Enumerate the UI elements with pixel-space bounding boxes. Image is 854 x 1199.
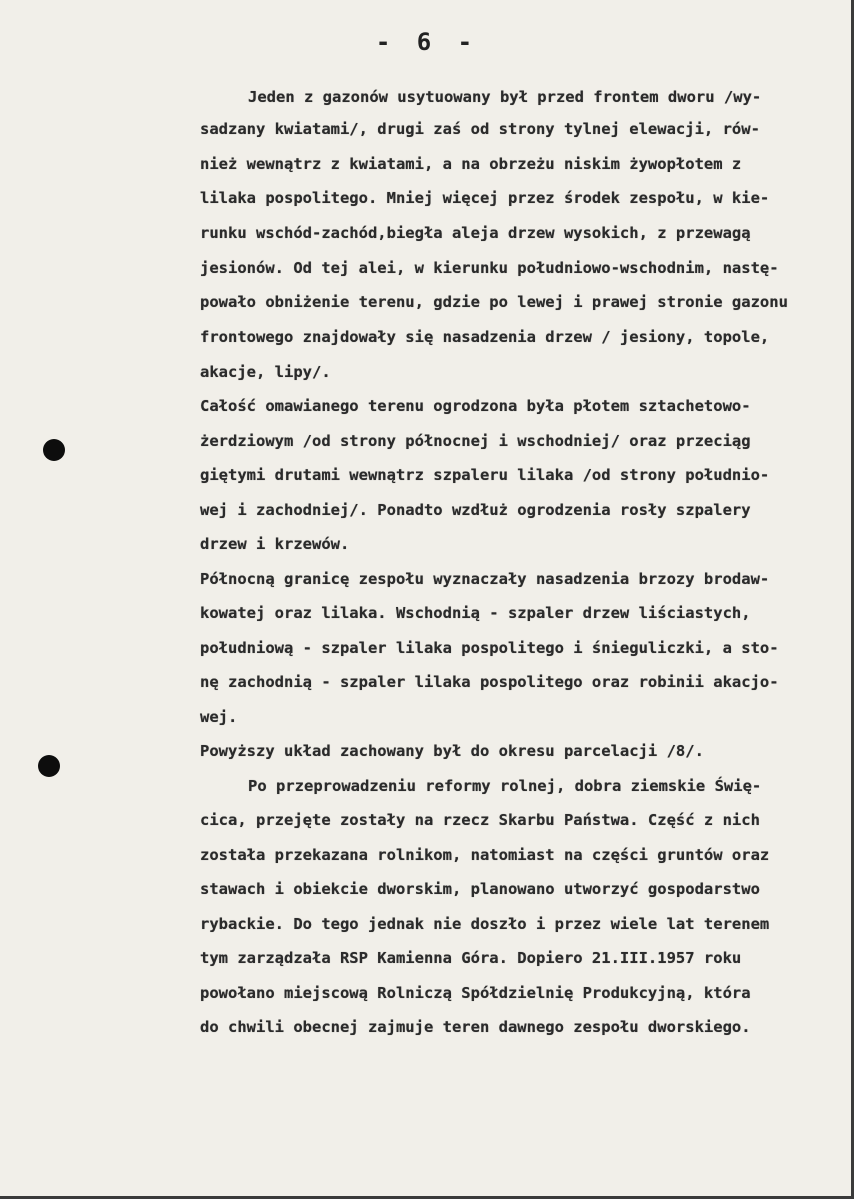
text-line: została przekazana rolnikom, natomiast na części gruntów oraz <box>200 846 770 864</box>
text-line: żerdziowym /od strony północnej i wschodniej/ oraz przeciąg <box>200 432 751 450</box>
text-line: powało obniżenie terenu, gdzie po lewej i prawej stronie gazonu <box>200 293 788 311</box>
text-line: giętymi drutami wewnątrz szpaleru lilaka /od strony południo- <box>200 466 770 484</box>
text-line: Północną granicę zespołu wyznaczały nasadzenia brzozy brodaw- <box>200 570 770 588</box>
page-number: - 6 - <box>375 28 479 56</box>
text-line: rybackie. Do tego jednak nie doszło i przez wiele lat terenem <box>200 915 770 933</box>
punch-hole <box>38 755 60 777</box>
text-line: Po przeprowadzeniu reformy rolnej, dobra ziemskie Świę- <box>248 777 762 795</box>
text-line: wej i zachodniej/. Ponadto wzdłuż ogrodzenia rosły szpalery <box>200 501 751 519</box>
text-line: stawach i obiekcie dworskim, planowano utworzyć gospodarstwo <box>200 880 760 898</box>
text-line: południową - szpaler lilaka pospolitego i śnieguliczki, a sto- <box>200 639 779 657</box>
text-line: wej. <box>200 708 238 726</box>
text-line: tym zarządzała RSP Kamienna Góra. Dopiero 21.III.1957 roku <box>200 949 742 967</box>
text-line: powołano miejscową Rolniczą Spółdzielnię Produkcyjną, która <box>200 984 751 1002</box>
text-line: akacje, lipy/. <box>200 363 331 381</box>
text-line: runku wschód-zachód,biegła aleja drzew wysokich, z przewagą <box>200 224 751 242</box>
text-line: drzew i krzewów. <box>200 535 350 553</box>
text-line: lilaka pospolitego. Mniej więcej przez środek zespołu, w kie- <box>200 189 770 207</box>
text-line: do chwili obecnej zajmuje teren dawnego zespołu dworskiego. <box>200 1018 751 1036</box>
text-line: jesionów. Od tej alei, w kierunku południowo-wschodnim, nastę- <box>200 259 779 277</box>
text-line: frontowego znajdowały się nasadzenia drzew / jesiony, topole, <box>200 328 770 346</box>
punch-hole <box>43 439 65 461</box>
text-line: kowatej oraz lilaka. Wschodnią - szpaler drzew liściastych, <box>200 604 751 622</box>
text-line: nę zachodnią - szpaler lilaka pospolitego oraz robinii akacjo- <box>200 673 779 691</box>
text-line: Całość omawianego terenu ogrodzona była płotem sztachetowo- <box>200 397 751 415</box>
text-line: cica, przejęte zostały na rzecz Skarbu Państwa. Część z nich <box>200 811 760 829</box>
text-line: Jeden z gazonów usytuowany był przed frontem dworu /wy- <box>248 88 762 106</box>
text-line: sadzany kwiatami/, drugi zaś od strony tylnej elewacji, rów- <box>200 120 760 138</box>
text-line: Powyższy układ zachowany był do okresu parcelacji /8/. <box>200 742 704 760</box>
text-line: nież wewnątrz z kwiatami, a na obrzeżu niskim żywopłotem z <box>200 155 742 173</box>
